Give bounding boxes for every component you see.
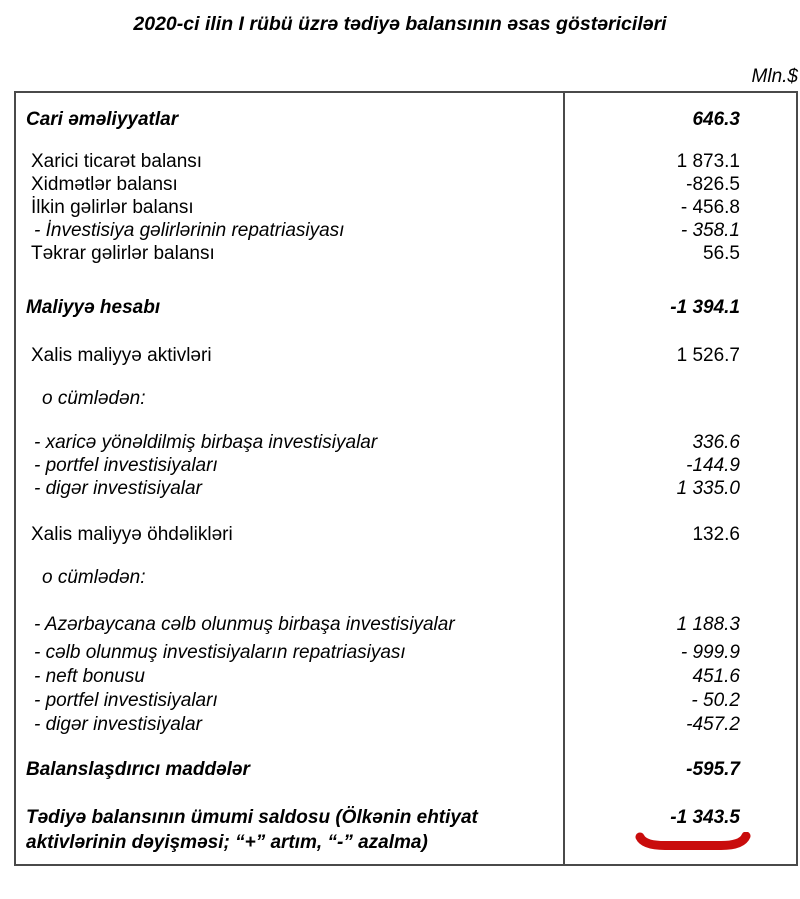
row-value-text: 56.5	[703, 243, 740, 264]
table-row	[16, 713, 796, 736]
row-value	[563, 242, 796, 265]
column-divider	[563, 93, 565, 864]
row-label: Xalis maliyyə aktivləri	[31, 345, 212, 366]
row-label: o cümlədən:	[42, 388, 146, 409]
row-value-text: 1 188.3	[676, 614, 740, 635]
row-value-text: -1 394.1	[670, 297, 740, 318]
row-value-text: 1 335.0	[676, 478, 740, 499]
row-value-text: -457.2	[686, 714, 740, 735]
row-value-text: - 358.1	[680, 220, 740, 241]
unit-label: Mln.$	[751, 66, 798, 87]
table-row	[16, 758, 796, 781]
row-label: - neft bonusu	[34, 666, 145, 687]
table-row	[16, 242, 796, 265]
row-label-line2: aktivlərinin dəyişməsi; “+” artım, “-” azalma)	[26, 832, 428, 853]
row-value	[563, 641, 796, 664]
table-row	[16, 454, 796, 477]
table-row	[16, 344, 796, 367]
row-label: - portfel investisiyaları	[34, 690, 218, 711]
table-row	[16, 566, 796, 589]
row-value	[563, 387, 796, 410]
row-label: Cari əməliyyatlar	[26, 109, 179, 130]
balance-of-payments-table	[14, 91, 798, 866]
row-label: - cəlb olunmuş investisiyaların repatriasiyası	[34, 642, 406, 663]
table-row	[16, 296, 796, 319]
row-value-text: -826.5	[686, 174, 740, 195]
row-label	[16, 805, 563, 855]
table-row	[16, 387, 796, 410]
table-rows	[16, 108, 796, 855]
row-value	[563, 689, 796, 712]
row-value	[563, 477, 796, 500]
row-label-line1: Tədiyə balansının ümumi saldosu (Ölkənin ehtiyat	[26, 807, 478, 828]
row-label: - digər investisiyalar	[34, 478, 202, 499]
row-value-text: - 50.2	[691, 690, 740, 711]
row-label: Xarici ticarət balansı	[31, 151, 203, 172]
table-row	[16, 173, 796, 196]
row-value	[563, 150, 796, 173]
page-title: 2020-ci ilin I rübü üzrə tədiyə balansının əsas göstəriciləri	[133, 13, 667, 35]
row-value	[563, 805, 796, 855]
row-value	[563, 566, 796, 589]
row-value	[563, 219, 796, 242]
table-row	[16, 431, 796, 454]
row-value-text: 1 526.7	[676, 345, 740, 366]
row-label: Balanslaşdırıcı maddələr	[26, 759, 250, 780]
row-label: Təkrar gəlirlər balansı	[31, 243, 215, 264]
row-value	[563, 296, 796, 319]
red-underline-mark	[563, 832, 753, 850]
table-row	[16, 150, 796, 173]
row-value	[563, 344, 796, 367]
row-value	[563, 665, 796, 688]
row-label: - xaricə yönəldilmiş birbaşa investisiyalar	[34, 432, 378, 453]
table-row	[16, 108, 796, 131]
row-label: Maliyyə hesabı	[26, 297, 161, 318]
report-page	[0, 13, 800, 866]
row-value	[563, 454, 796, 477]
row-label: - İnvestisiya gəlirlərinin repatriasiyası	[34, 220, 345, 241]
row-value-text: - 456.8	[680, 197, 740, 218]
table-row	[16, 477, 796, 500]
row-label: o cümlədən:	[42, 567, 146, 588]
row-value	[563, 431, 796, 454]
table-row	[16, 665, 796, 688]
row-value	[563, 196, 796, 219]
table-row	[16, 613, 796, 636]
row-value-text: 451.6	[692, 666, 740, 687]
row-value	[563, 523, 796, 546]
table-row	[16, 196, 796, 219]
table-row	[16, 523, 796, 546]
table-row	[16, 219, 796, 242]
table-row	[16, 641, 796, 664]
row-value-text: 646.3	[692, 109, 740, 130]
row-label: Xalis maliyyə öhdəlikləri	[31, 524, 233, 545]
row-label: - digər investisiyalar	[34, 714, 202, 735]
row-value	[563, 758, 796, 781]
row-value	[563, 613, 796, 636]
row-label: Xidmətlər balansı	[31, 174, 178, 195]
row-value-text: 336.6	[692, 432, 740, 453]
row-value-text: - 999.9	[680, 642, 740, 663]
row-label: - Azərbaycana cəlb olunmuş birbaşa investisiyalar	[34, 614, 455, 635]
row-label: - portfel investisiyaları	[34, 455, 218, 476]
table-row	[16, 689, 796, 712]
row-value-text: 1 873.1	[676, 151, 740, 172]
row-value	[563, 173, 796, 196]
row-value-text: 132.6	[692, 524, 740, 545]
row-value-text: -144.9	[686, 455, 740, 476]
row-value-text: -1 343.5	[670, 807, 740, 828]
row-value-text: -595.7	[686, 759, 740, 780]
row-value	[563, 108, 796, 131]
row-value	[563, 713, 796, 736]
row-label: İlkin gəlirlər balansı	[31, 197, 194, 218]
table-row	[16, 805, 796, 855]
